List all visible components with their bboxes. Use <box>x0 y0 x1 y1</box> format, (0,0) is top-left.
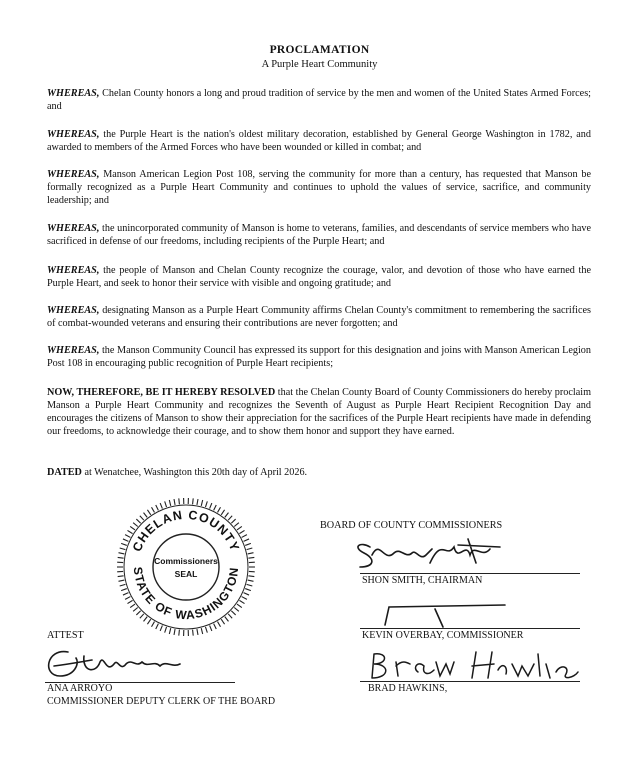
resolution-lead: NOW, THEREFORE, BE IT HEREBY RESOLVED <box>47 387 276 398</box>
seal-bottom-text: STATE OF WASHINGTON <box>130 566 242 623</box>
dated-lead: DATED <box>47 467 82 478</box>
seal-center-line2: SEAL <box>174 569 198 579</box>
seal-tick <box>239 530 244 533</box>
seal-tick <box>210 503 212 509</box>
dated-line <box>47 467 307 478</box>
seal-tick <box>156 505 159 510</box>
seal-tick <box>248 576 254 577</box>
seal-tick <box>214 505 217 510</box>
seal-top-text: CHELAN COUNTY <box>129 507 243 554</box>
seal-tick <box>133 523 138 527</box>
seal-tick <box>237 604 242 608</box>
seal-tick <box>125 597 130 600</box>
seal-tick <box>120 548 126 550</box>
seal-tick <box>218 622 221 627</box>
seal-tick <box>130 526 135 530</box>
dated-text: at Wenatchee, Washington this 20th day of April 2026. <box>81 467 308 478</box>
seal-tick <box>125 535 130 538</box>
whereas-lead: WHEREAS, <box>47 345 100 356</box>
seal-tick <box>136 611 140 615</box>
seal-tick <box>123 593 128 595</box>
whereas-paragraph-7 <box>47 344 591 370</box>
whereas-text: the unincorporated community of Manson is home to veterans, families, and descendants of service members who have sacrificed in defense of our freedoms, including recipients of the Purple Heart; and <box>47 223 591 247</box>
seal-tick <box>205 501 207 507</box>
seal-tick <box>225 513 229 518</box>
seal-tick <box>119 553 125 554</box>
seal-tick <box>245 543 251 545</box>
seal-tick <box>160 625 162 631</box>
seal-tick <box>247 548 253 550</box>
whereas-lead: WHEREAS, <box>47 169 100 180</box>
seal-tick <box>165 501 167 507</box>
signature-brad-hawkins <box>366 648 586 682</box>
seal-tick <box>231 519 235 523</box>
seal-tick <box>237 526 242 530</box>
whereas-paragraph-5 <box>47 264 591 290</box>
seal-tick <box>248 557 254 558</box>
whereas-text: the people of Manson and Chelan County recognize the courage, valor, and devotion of those who have earned the Purple Heart, and seek to honor their service with visible and ongoing gratitude; and <box>47 265 591 289</box>
whereas-lead: WHEREAS, <box>47 88 100 99</box>
seal-tick <box>244 593 249 595</box>
seal-tick <box>120 584 126 586</box>
document-subtitle: A Purple Heart Community <box>261 59 378 70</box>
whereas-paragraph-3 <box>47 168 591 207</box>
seal-tick <box>245 589 251 591</box>
seal-tick <box>228 614 232 618</box>
whereas-paragraph-6 <box>47 304 591 330</box>
seal-tick <box>214 624 217 629</box>
seal-tick <box>169 500 170 506</box>
seal-tick <box>140 614 144 618</box>
seal-tick <box>205 627 207 633</box>
seal-tick <box>127 600 132 603</box>
seal-tick <box>234 523 239 527</box>
signature-line-commissioner-2 <box>360 681 580 682</box>
seal-tick <box>221 510 224 515</box>
seal-tick <box>152 622 155 627</box>
seal-tick <box>165 627 167 633</box>
seal-tick <box>234 607 239 611</box>
seal-tick <box>197 499 198 505</box>
whereas-lead: WHEREAS, <box>47 129 100 140</box>
seal-tick <box>193 498 194 504</box>
seal-center-line1: Commissioners <box>154 556 218 566</box>
seal-tick <box>248 580 254 581</box>
attest-title: COMMISSIONER DEPUTY CLERK OF THE BOARD <box>47 696 276 707</box>
signer-name-commissioner: KEVIN OVERBAY, COMMISSIONER <box>362 630 524 641</box>
seal-tick <box>225 617 229 622</box>
seal-tick <box>121 589 127 591</box>
svg-text:CHELAN COUNTY <box>130 508 242 554</box>
seal-tick <box>140 516 144 520</box>
seal-tick <box>136 519 140 523</box>
seal-tick <box>130 604 135 608</box>
seal-tick <box>121 543 127 545</box>
seal-tick <box>193 630 194 636</box>
signer-name-commissioner-2: BRAD HAWKINS, <box>368 683 448 694</box>
seal-tick <box>144 617 148 622</box>
signature-line-chairman <box>360 573 580 574</box>
whereas-text: the Purple Heart is the nation's oldest military decoration, established by General George Washington in 1782, and awarded to members of the Armed Forces who have been wounded or killed in combat; and <box>47 129 591 153</box>
seal-tick <box>156 624 159 629</box>
signature-shon-smith <box>350 533 510 573</box>
seal-tick <box>160 503 162 509</box>
whereas-text: Manson American Legion Post 108, serving the community for more than a century, has requested that Manson be formally recognized as a Purple Heart Community and continues to uphold the values of service, sacrifice, and community leadership; and <box>47 169 591 206</box>
whereas-text: designating Manson as a Purple Heart Community affirms Chelan County's commitment to remembering the sacrifices of combat-wounded veterans and ensuring their contributions are never forgotten; and <box>47 305 591 329</box>
signature-kevin-overbay <box>375 603 515 629</box>
signature-ana-arroyo <box>40 646 190 682</box>
seal-tick <box>144 513 148 518</box>
seal-tick <box>239 600 244 603</box>
seal-tick <box>197 629 198 635</box>
whereas-paragraph-2 <box>47 128 591 154</box>
whereas-paragraph-1 <box>47 87 591 113</box>
whereas-lead: WHEREAS, <box>47 305 100 316</box>
seal-tick <box>127 530 132 533</box>
seal-tick <box>221 619 224 624</box>
whereas-text: the Manson Community Council has expressed its support for this designation and joins with Manson American Legion Post 108 in encouraging public recognition of Purple Heart recipients; <box>47 345 591 369</box>
seal-tick <box>179 498 180 504</box>
seal-tick <box>201 628 202 634</box>
signature-line-commissioner <box>360 628 580 629</box>
seal-tick <box>231 611 235 615</box>
seal-tick <box>147 619 150 624</box>
seal-tick <box>174 499 175 505</box>
seal-tick <box>118 557 124 558</box>
signer-name-chairman: SHON SMITH, CHAIRMAN <box>362 575 483 586</box>
seal-tick <box>228 516 232 520</box>
whereas-lead: WHEREAS, <box>47 265 100 276</box>
seal-tick <box>169 628 170 634</box>
attest-name: ANA ARROYO <box>47 683 113 694</box>
whereas-paragraph-4 <box>47 222 591 248</box>
whereas-lead: WHEREAS, <box>47 223 100 234</box>
seal-tick <box>179 630 180 636</box>
seal-tick <box>147 510 150 515</box>
seal-tick <box>133 607 138 611</box>
seal-tick <box>174 629 175 635</box>
seal-tick <box>118 576 124 577</box>
seal-tick <box>242 535 247 538</box>
seal-tick <box>242 597 247 600</box>
attest-label: ATTEST <box>47 630 84 641</box>
document-title: PROCLAMATION <box>269 44 370 56</box>
seal-tick <box>248 553 254 554</box>
seal-tick <box>123 539 128 541</box>
seal-tick <box>119 580 125 581</box>
county-seal <box>116 497 256 637</box>
seal-tick <box>218 507 221 512</box>
resolution-text: that the Chelan County Board of County Commissioners do hereby proclaim Manson a Purple Heart Community and recognizes the Seventh of August as Purple Heart Recipient Recognition Day and encourages the citizens of Manson to show their appreciation for the sacrifices of the Purple Heart recipients have made in defending our freedoms, to acknowledge their courage, and to show them honor and support they have earned. <box>47 387 591 437</box>
seal-tick <box>244 539 249 541</box>
board-heading: BOARD OF COUNTY COMMISSIONERS <box>320 520 503 531</box>
seal-tick <box>210 625 212 631</box>
seal-tick <box>152 507 155 512</box>
resolution-paragraph <box>47 386 591 438</box>
whereas-text: Chelan County honors a long and proud tradition of service by the men and women of the United States Armed Forces; and <box>47 88 591 112</box>
seal-tick <box>201 500 202 506</box>
seal-tick <box>247 584 253 586</box>
